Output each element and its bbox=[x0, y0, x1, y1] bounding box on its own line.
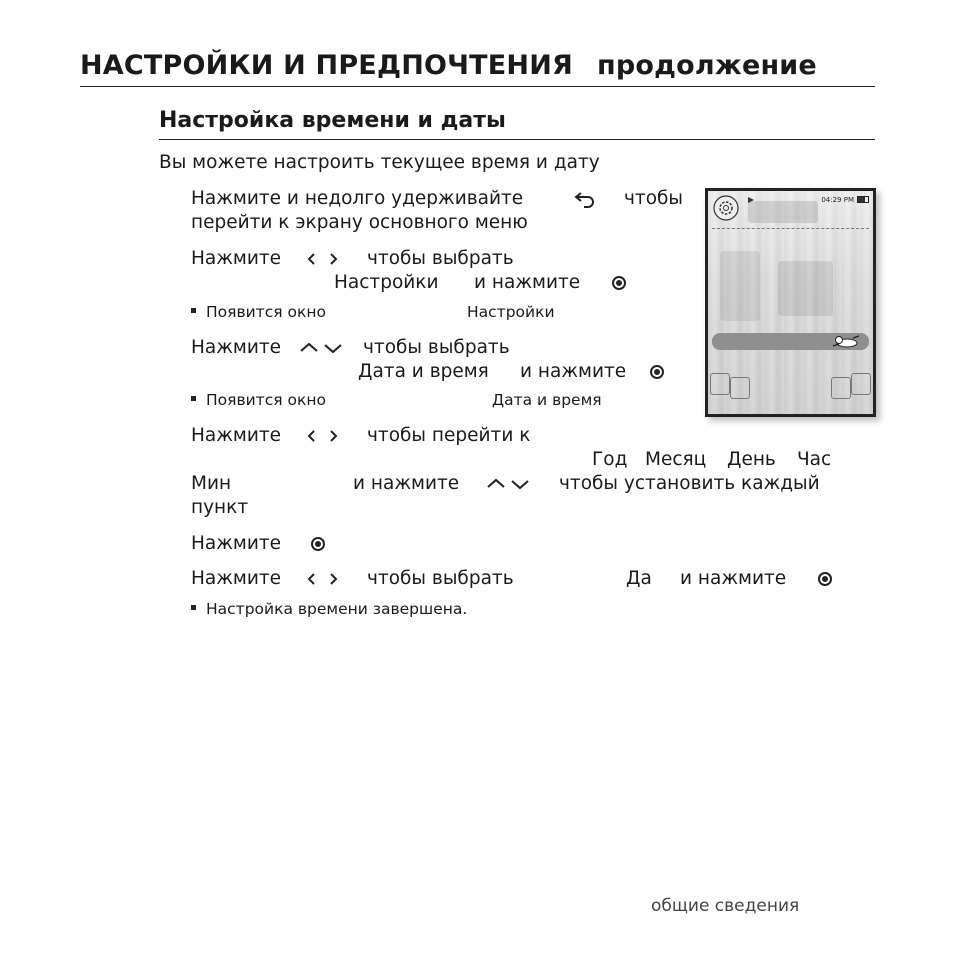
step4-hour: Час bbox=[797, 449, 832, 470]
section-title: Настройка времени и даты bbox=[159, 108, 506, 133]
background-texture bbox=[748, 201, 818, 223]
step6-text-c: Да bbox=[626, 568, 652, 589]
select-button-icon bbox=[311, 537, 325, 551]
bullet-icon bbox=[191, 308, 196, 313]
background-texture bbox=[778, 261, 833, 316]
select-button-icon bbox=[818, 572, 832, 586]
step4-text-h: и нажмите bbox=[353, 473, 460, 494]
step4-text-i: чтобы установить каждый bbox=[559, 473, 820, 494]
device-screen bbox=[708, 191, 873, 414]
step4-text-a: Нажмите bbox=[191, 425, 282, 446]
step4-day: День bbox=[727, 449, 776, 470]
step4-month: Месяц bbox=[645, 449, 707, 470]
left-right-icon bbox=[306, 572, 340, 586]
step3-text-d: и нажмите bbox=[520, 361, 627, 382]
step3-text-b: чтобы выбрать bbox=[363, 337, 510, 358]
note3-text: Настройка времени завершена. bbox=[206, 600, 468, 618]
step3-text-c: Дата и время bbox=[358, 361, 489, 382]
left-right-icon bbox=[306, 429, 340, 443]
play-indicator-icon bbox=[748, 197, 754, 203]
note2 bbox=[191, 391, 326, 409]
device-clock: 04:29 PM bbox=[821, 196, 854, 204]
step6-text-b: чтобы выбрать bbox=[367, 568, 514, 589]
screen-divider bbox=[712, 228, 869, 230]
step6-text-d: и нажмите bbox=[680, 568, 787, 589]
page-title-main: НАСТРОЙКИ И ПРЕДПОЧТЕНИЯ bbox=[80, 50, 574, 81]
up-down-icon bbox=[299, 341, 345, 355]
step2-text-d: и нажмите bbox=[474, 272, 581, 293]
speaker-icon bbox=[831, 377, 851, 399]
note2-text-a: Появится окно bbox=[206, 391, 326, 409]
step2-text-c: Настройки bbox=[334, 272, 439, 293]
back-arrow-icon bbox=[573, 192, 597, 208]
note1-text-b: Настройки bbox=[467, 303, 555, 321]
note2-text-b: Дата и время bbox=[492, 391, 602, 409]
step1-text-c: перейти к экрану основного меню bbox=[191, 212, 528, 233]
page-title-continued: продолжение bbox=[597, 50, 817, 81]
menu-highlight-bar bbox=[712, 333, 869, 350]
device-screenshot bbox=[705, 188, 876, 417]
step6-text-a: Нажмите bbox=[191, 568, 282, 589]
select-button-icon bbox=[612, 276, 626, 290]
step4-min: Мин bbox=[191, 473, 232, 494]
speaker-icon bbox=[710, 373, 730, 395]
footer-section-label: общие сведения bbox=[651, 896, 800, 916]
settings-gear-icon bbox=[712, 194, 740, 222]
left-right-icon bbox=[306, 252, 340, 266]
mascot-icon bbox=[831, 334, 861, 349]
note1-text-a: Появится окно bbox=[206, 303, 326, 321]
background-texture bbox=[720, 251, 760, 321]
speaker-icon bbox=[851, 373, 871, 395]
title-divider bbox=[80, 86, 875, 87]
step1-text-b: чтобы bbox=[624, 188, 684, 209]
step2-text-a: Нажмите bbox=[191, 248, 282, 269]
step5-text-a: Нажмите bbox=[191, 533, 282, 554]
battery-icon bbox=[857, 196, 869, 203]
step4-text-j: пункт bbox=[191, 497, 249, 518]
bullet-icon bbox=[191, 396, 196, 401]
up-down-icon bbox=[486, 477, 532, 491]
note1 bbox=[191, 303, 326, 321]
step2-text-b: чтобы выбрать bbox=[367, 248, 514, 269]
select-button-icon bbox=[650, 365, 664, 379]
intro-text: Вы можете настроить текущее время и дату bbox=[159, 152, 600, 173]
section-divider bbox=[159, 139, 875, 140]
step4-year: Год bbox=[592, 449, 628, 470]
step1-text-a: Нажмите и недолго удерживайте bbox=[191, 188, 524, 209]
bullet-icon bbox=[191, 605, 196, 610]
step4-text-b: чтобы перейти к bbox=[367, 425, 531, 446]
speaker-icon bbox=[730, 377, 750, 399]
page-title bbox=[80, 50, 817, 81]
step3-text-a: Нажмите bbox=[191, 337, 282, 358]
note3 bbox=[191, 600, 467, 618]
